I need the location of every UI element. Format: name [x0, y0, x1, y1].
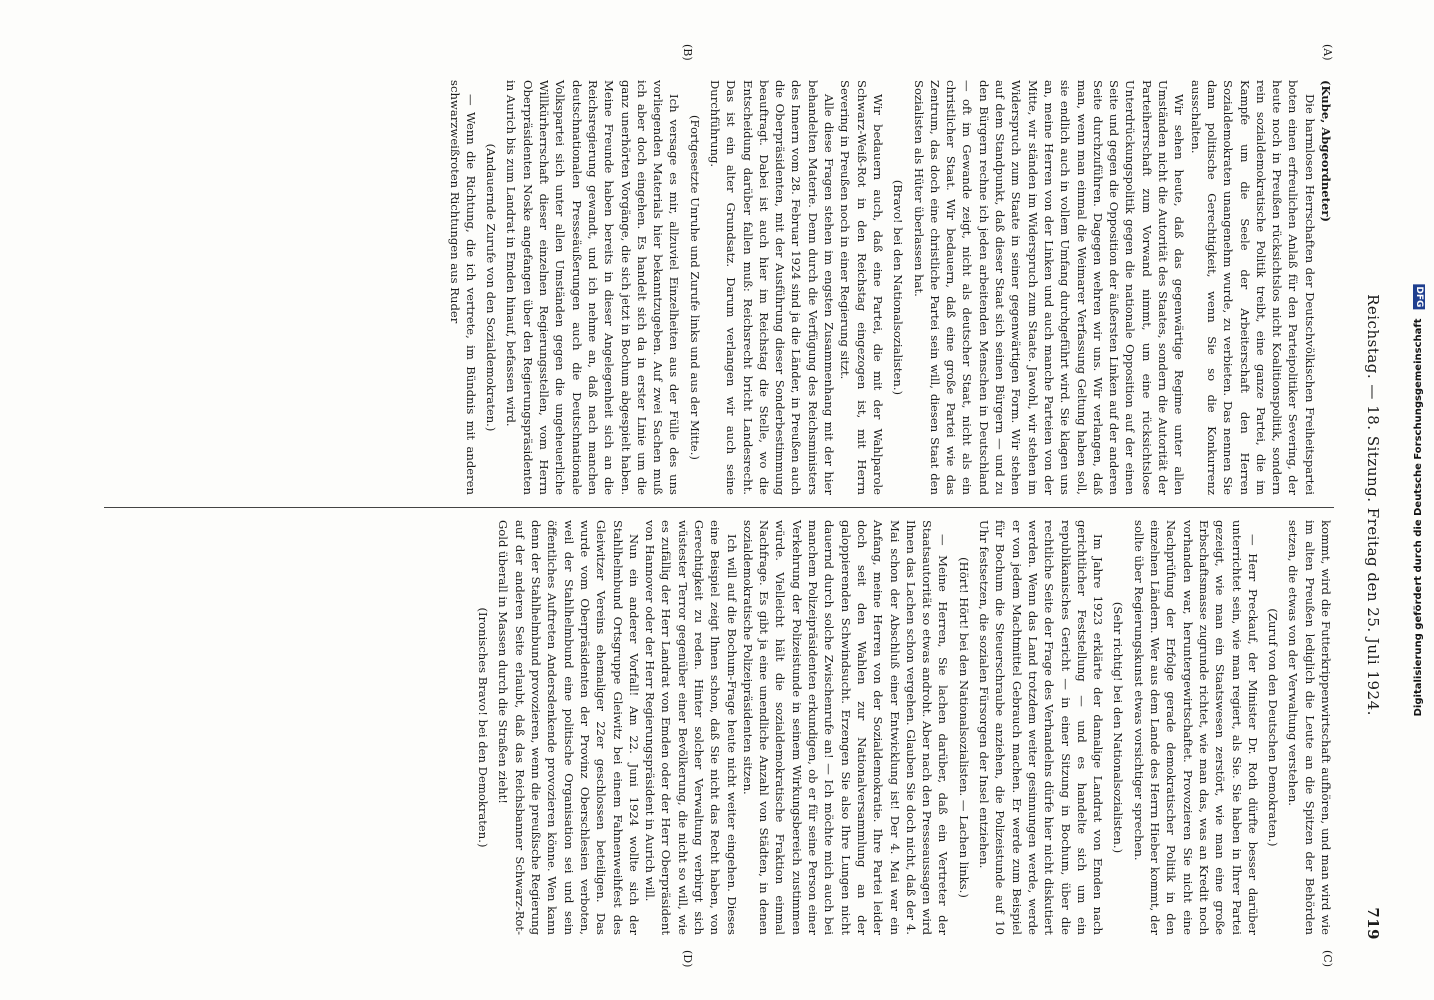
margin-marker-a: (A): [1321, 44, 1334, 61]
digitization-credit: [1407, 0, 1431, 1000]
right-column: [471, 520, 1334, 935]
paragraph: Nun ein anderer Vorfall! Am 22. Juni 1924 wollte sich der Stahlhelmbund Ortsgruppe Gleiwitz bei einem Fahnenweihfest des Gleiwitzer Vereins ehemaliger 22er geschlossen beteiligen. Das wurde vom Oberpräsidenten der Provinz Oberschlesien verboten, weil der Stahlhelmbund eine politische Organisation sei und sein öffentliches Auftreten Andersdenkende provozieren könne. Wen kann denn der Stahlhelmbund provozieren, wenn die preußische Regierung auf der anderen Seite erlaubt, daß das Reichsbanner Schwarz-Rot-Gold überall in Massen durch die Straßen zieht!: [496, 520, 641, 935]
applause-note: (Ironisches Bravo! bei den Demokraten.): [476, 607, 491, 848]
credit-text: Digitalisierung gefördert durch die Deutsche Forschungsgemeinschaft: [1413, 318, 1424, 717]
applause-note: (Bravo! bei den Nationalsozialisten.): [891, 179, 906, 396]
applause-note: (Fortgesetzte Unruhe und Zurufe links und aus der Mitte.): [687, 115, 702, 460]
paragraph: Alle diese Fragen stehen im engsten Zusammenhang mit der hier behandelten Materie. Denn durch die Verfügung des Reichsministers des Innern vom 28. Februar 1924 sind ja die Länder, in Preußen auch die Oberpräsidenten, mit der Ausführung dieser Sonderbestimmung beauftragt. Dabei ist auch hier im Reichstag die Stelle, wo die Entscheidung darüber fallen muß: Reichsrecht bricht Landesrecht. Das ist ein alter Grundsatz. Darum verlangen wir auch seine Durchführung.: [708, 80, 837, 495]
paragraph: Die harmlosen Herrschaften der Deutschvölkischen Freiheitspartei boten einen erfreulichen Anlaß für den Parteipolitiker Severing, der heute noch in Preußen rücksichtslos nicht Koalitionspolitik, sondern rein sozialdemokratische Politik treibt, eine ganze Partei, die im Kampfe um die Seele der Arbeiterschaft den Herren Sozialdemokraten unangenehm wurde, zu verbieten. Das nennen Sie dann politische Gerechtigkeit, wenn Sie so die Konkurrenz ausschalten.: [1188, 80, 1317, 495]
paragraph: — Herr Preckauf, der Minister Dr. Roth dürfte besser darüber unterrichtet sein, wie man regiert, als Sie. Sie haben in Ihrer Partei gezeigt, wie man ein Staatswesen zerstört, wie man eine große Erbschaftsmasse zugrunde richtet, wie man das, was an Kredit noch vorhanden war, heruntergewirtschaftet. Provozieren Sie nicht eine Nachprüfung der Erfolge gerade demokratischer Politik in den einzelnen Ländern. Wer aus dem Lande des Herrn Hieber kommt, der sollte über Regierungskunst etwas vorsichtiger sprechen.: [1131, 520, 1260, 935]
column-divider: [104, 507, 1334, 508]
paragraph: Ich will auf die Bochum-Frage heute nicht weiter eingehen. Dieses eine Beispiel zeigt Ihnen schon, daß Sie nicht das Recht haben, von Gerechtigkeit zu reden. Hinter solcher Verwaltung verbirgt sich wüstester Terror gegenüber einer Bevölkerung, die nicht so will, wie es zufällig der Herr Landrat von Emden oder der Herr Oberpräsident von Hannover oder der Herr Regierungspräsident in Aurich will.: [643, 520, 739, 935]
margin-marker-b: (B): [681, 44, 694, 61]
left-column: [446, 80, 1334, 495]
margin-marker-c: (C): [1321, 950, 1334, 967]
paragraph: — Meine Herren, Sie lachen darüber, daß ein Vertreter der Staatsautorität so etwas androht. Aber nach den Presseaussagen wird Ihnen das Lachen schon vergehen. Glauben Sie doch nicht, daß der 4. Mai schon der Abschluß einer Entwicklung ist! Der 4. Mai war ein Anfang, meine Herren von der Sozialdemokratie. Ihre Partei leider doch seit den Wahlen zur Nationalversammlung an der galoppierenden Schwindsucht. Erzengen Sie also Ihre Lungen nicht dauernd durch solche Zwischenrufe an! — Ich möchte mich auch bei manchem Polizeipräsidenten erkundigen, ob er für seine Person einer Verkehrung der Polizeistunde in seinem Wirkungsbereich zustimmen würde. Vielleicht hält die sozialdemokratische Fraktion einmal Nachfrage. Es gibt ja eine unendliche Anzahl von Städten, in denen sozialdemokratische Polizeipräsidenten sitzen.: [740, 520, 951, 935]
applause-note: (Zuruf von den Deutschen Demokraten.): [1266, 608, 1281, 847]
running-title: Reichstag. — 18. Sitzung. Freitag den 25. Juli 1924.: [1364, 294, 1382, 716]
paragraph: Im Jahre 1923 erklärte der damalige Landrat von Emden nach gerichtlicher Feststellung — und es handelte sich um ein republikanisches Gericht — in einer Sitzung in Bochum, über die rechtliche Seite der Frage des Verhandelns dürfe hier nicht diskutiert werden. Wenn das Land trotzdem weiter gesinnungen werde, werde er von jedem Machtmittel Gebrauch machen. Er werde zum Beispiel für Bochum die Steuerschraube anziehen, die Polizeistunde auf 10 Uhr festsetzen, die sozialen Fürsorgen der Insel entziehen.: [977, 520, 1106, 935]
applause-note: (Andauernde Zurufe von den Sozialdemokraten.): [484, 143, 499, 432]
paragraph: kommt, wird die Futterkrippenwirtschaft aufhören, und man wird wie im alten Preußen lediglich die Leute an die Spitzen der Behörden setzen, die etwas von der Verwaltung verstehen.: [1286, 520, 1333, 935]
paragraph: Wir sehen heute, daß das gegenwärtige Regime unter allen Umständen nicht die Autorität des Staates, sondern die Autorität der Parteiherrschaft zum Vorwand nimmt, um eine rücksichtslose Unterdrückungspolitik gegen die nationale Opposition auf der einen Seite und gegen die Opposition der äußersten Linken auf der anderen Seite durchzuführen. Dagegen wehren wir uns. Wir verlangen, daß man, wenn man einmal die Weimarer Verfassung Geltung haben soll, sie endlich auch in vollem Umfang durchgeführt wird. Sie klagen uns an, meine Herren von der Linken und auch manche Parteien von der Mitte, wir ständen im Widerspruch zum Staate. Jawohl, wir stehen im Widerspruch zum Staate in seiner gegenwärtigen Form. Wir stehen auf dem Standpunkt, daß dieser Staat sich seinen Bürgern — und zu den Bürgern rechne ich jeden arbeitenden Menschen in Deutschland — oft im Gewande zeigt, nicht als deutscher Staat, nicht als ein christlicher Staat. Wir bedauern, daß eine große Partei wie das Zentrum, das doch eine christliche Partei sein will, diesen Staat den Sozialisten als Hüter überlassen hat.: [911, 80, 1187, 495]
applause-note: (Sehr richtig! bei den Nationalsozialisten.): [1111, 601, 1126, 854]
applause-note: (Hört! Hört! bei den Nationalsozialisten. — Lachen links.): [956, 557, 971, 898]
paragraph: Ich versage es mir, allzuviel Einzelheiten aus der Fülle des uns vorliegenden Materials hier bekanntzugeben. Auf zwei Sachen muß ich aber doch eingehen. Es handelt sich da in erster Linie um die ganz unerhörten Vorgänge, die sich jetzt in Bochum abgespielt haben. Meine Freunde haben bereits in dieser Angelegenheit sich an die Reichsregierung gewandt, und ich nehme an, daß nach manchen deutschnationalen Presseäußerungen auch die Deutschnationale Volkspartei sich unter allen Umständen gegen die ungeheuerliche Willkürherrschaft dieser einzelnen Regierungsstellen, vom Herrn Oberpräsidenten Noske angefangen über den Regierungspräsidenten in Aurich bis zum Landrat in Emden hinauf, befassen wird.: [504, 80, 682, 495]
paragraph: — Wenn die Richtung, die ich vertrete, im Bündnis mit anderen schwarzweißroten Richtungen aus Ruder: [447, 80, 478, 495]
page-header: [1356, 70, 1382, 940]
page-number: 719: [1364, 907, 1382, 940]
paragraph: Wir bedauern auch, daß eine Partei, die mit der Wahlparole Schwarz-Weiß-Rot in den Reichstag eingezogen ist, mit Herrn Severing in Preußen noch in einer Regierung sitzt.: [838, 80, 885, 495]
margin-marker-d: (D): [681, 950, 694, 968]
speaker-label: (Kube, Abgeordneter): [1319, 80, 1333, 222]
dfg-logo: DFG: [1414, 285, 1424, 307]
